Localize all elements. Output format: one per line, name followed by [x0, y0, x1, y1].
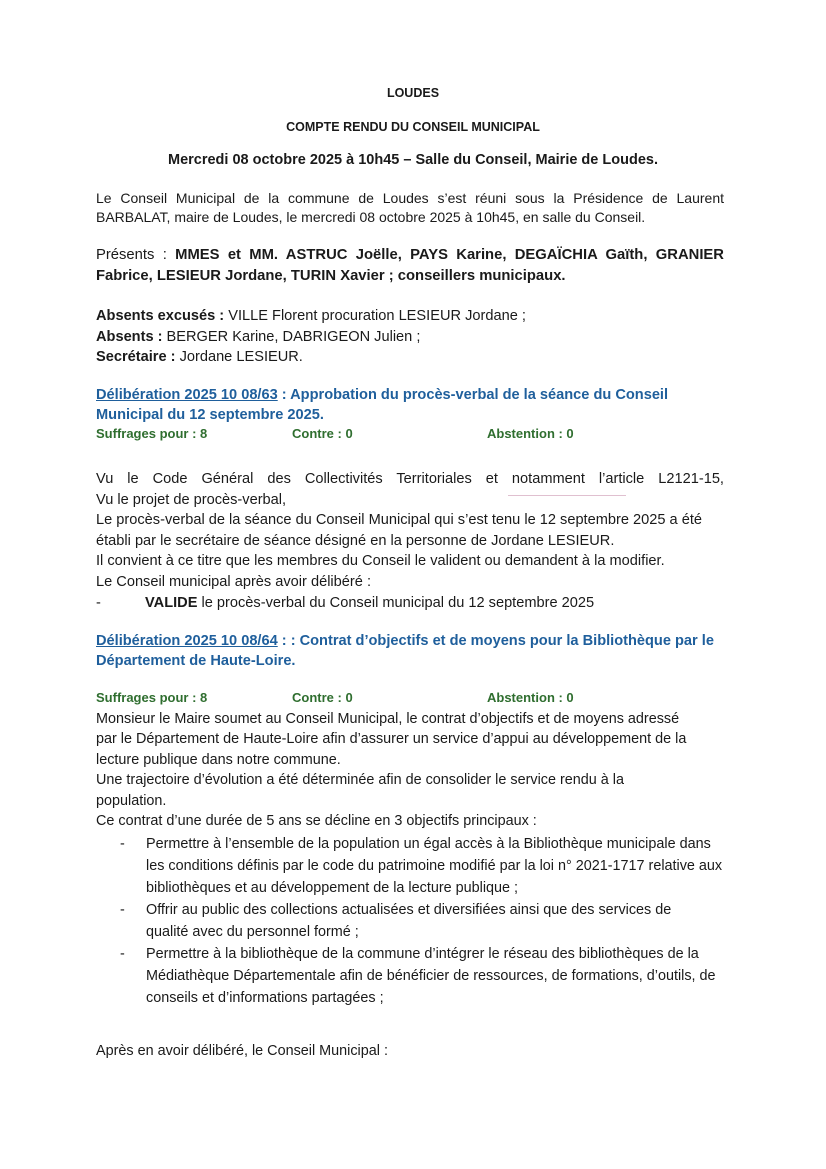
decision-text: le procès-verbal du Conseil municipal du 12 septembre 2025	[197, 594, 595, 611]
decision-line	[96, 593, 724, 614]
body-line: Vu le projet de procès-verbal,	[96, 491, 287, 508]
body-line: Le procès-verbal de la séance du Conseil Municipal qui s’est tenu le 12 septembre 2025 a été établi par le secrétaire de séance désigné en la personne de Jordane LESIEUR.	[96, 512, 703, 549]
objective-text: Offrir au public des collections actualisées et diversifiées ainsi que des services de qualité avec du personnel formé ;	[146, 902, 672, 941]
votes-contre: Contre : 0	[292, 690, 353, 705]
objectives-list	[96, 833, 724, 1009]
votes-pour: Suffrages pour : 8	[96, 690, 208, 705]
body-line: Monsieur le Maire soumet au Conseil Municipal, le contrat d’objectifs et de moyens adressé par le Département de Haute-Loire afin d’assurer un service d’appui au développement de la lecture publique dans notre commune.	[96, 711, 687, 768]
list-dash: -	[120, 836, 125, 853]
intro-paragraph: Le Conseil Municipal de la commune de Loudes s’est réuni sous la Présidence de Laurent BARBALAT, maire de Loudes, le mercredi 08 octobre 2025 à 10h45, en salle du Conseil.	[96, 190, 724, 225]
excuses-label: Absents excusés :	[96, 308, 229, 324]
secretaire-line	[96, 347, 724, 368]
deliberation-63-votes	[96, 426, 724, 444]
deliberation-63-subject: : Approbation du procès-verbal de la séance du Conseil Municipal du 12 septembre 2025.	[96, 387, 669, 423]
absents-line	[96, 327, 724, 348]
list-dash: -	[120, 902, 125, 919]
presents-paragraph	[96, 245, 724, 287]
secretaire-label: Secrétaire :	[96, 349, 180, 365]
deliberation-63-body	[96, 469, 724, 613]
body-line: Vu le Code Général des Collectivités Territoriales et notamment l’article L2121-15,	[96, 471, 724, 487]
votes-abstention: Abstention : 0	[487, 426, 574, 441]
closing-line: Après en avoir délibéré, le Conseil Municipal :	[96, 1043, 388, 1059]
deliberation-64-title	[96, 631, 724, 671]
decision-dash: -	[96, 594, 101, 611]
secretaire-value: Jordane LESIEUR.	[179, 349, 303, 365]
deliberation-63-title	[96, 385, 724, 425]
deliberation-64-ref: Délibération 2025 10 08/64	[96, 633, 278, 649]
deliberation-64-votes	[96, 690, 724, 708]
meeting-date-place: Mercredi 08 octobre 2025 à 10h45 – Salle du Conseil, Mairie de Loudes.	[168, 152, 658, 168]
list-dash: -	[120, 946, 125, 963]
votes-contre: Contre : 0	[292, 426, 353, 441]
body-line: Le Conseil municipal après avoir délibéré :	[96, 573, 371, 590]
deliberation-63-ref: Délibération 2025 10 08/63	[96, 387, 278, 403]
attendance-block	[96, 306, 724, 368]
deliberation-64-body	[96, 709, 724, 1009]
body-line: Il convient à ce titre que les membres du Conseil le valident ou demandent à la modifier.	[96, 553, 665, 570]
absents-value: BERGER Karine, DABRIGEON Julien ;	[166, 328, 421, 345]
presents-label: Présents :	[96, 247, 176, 263]
commune-name: LOUDES	[386, 86, 440, 100]
document-title: COMPTE RENDU DU CONSEIL MUNICIPAL	[286, 120, 540, 134]
list-item	[96, 943, 724, 1009]
deliberation-64-subject: : : Contrat d’objectifs et de moyens pour la Bibliothèque par le Département de Haute-Loire.	[96, 633, 714, 669]
list-item	[96, 833, 724, 899]
objective-text: Permettre à l’ensemble de la population un égal accès à la Bibliothèque municipale dans les conditions définis par le code du patrimoine modifié par la loi n° 2021-1717 relative aux bibliothèques et au développement de la lecture publique ;	[146, 836, 723, 897]
presents-names: MMES et MM. ASTRUC Joëlle, PAYS Karine, DEGAÏCHIA Gaïth, GRANIER Fabrice, LESIEUR Jordane, TURIN Xavier ; conseillers municipaux.	[96, 247, 724, 284]
excuses-line	[96, 306, 724, 327]
absents-label: Absents :	[96, 328, 167, 345]
list-item	[96, 899, 724, 943]
body-line: Ce contrat d’une durée de 5 ans se décline en 3 objectifs principaux :	[96, 813, 537, 830]
votes-pour: Suffrages pour : 8	[96, 426, 208, 441]
body-line: Une trajectoire d’évolution a été déterminée afin de consolider le service rendu à la population.	[96, 772, 624, 809]
votes-abstention: Abstention : 0	[487, 690, 574, 705]
excuses-value: VILLE Florent procuration LESIEUR Jordane ;	[228, 308, 526, 324]
objective-text: Permettre à la bibliothèque de la commune d’intégrer le réseau des bibliothèques de la Médiathèque Départementale afin de bénéficier de ressources, de formations, d’outils, de conseils et d’informations partagées ;	[146, 946, 716, 1007]
decision-keyword: VALIDE	[145, 594, 198, 611]
